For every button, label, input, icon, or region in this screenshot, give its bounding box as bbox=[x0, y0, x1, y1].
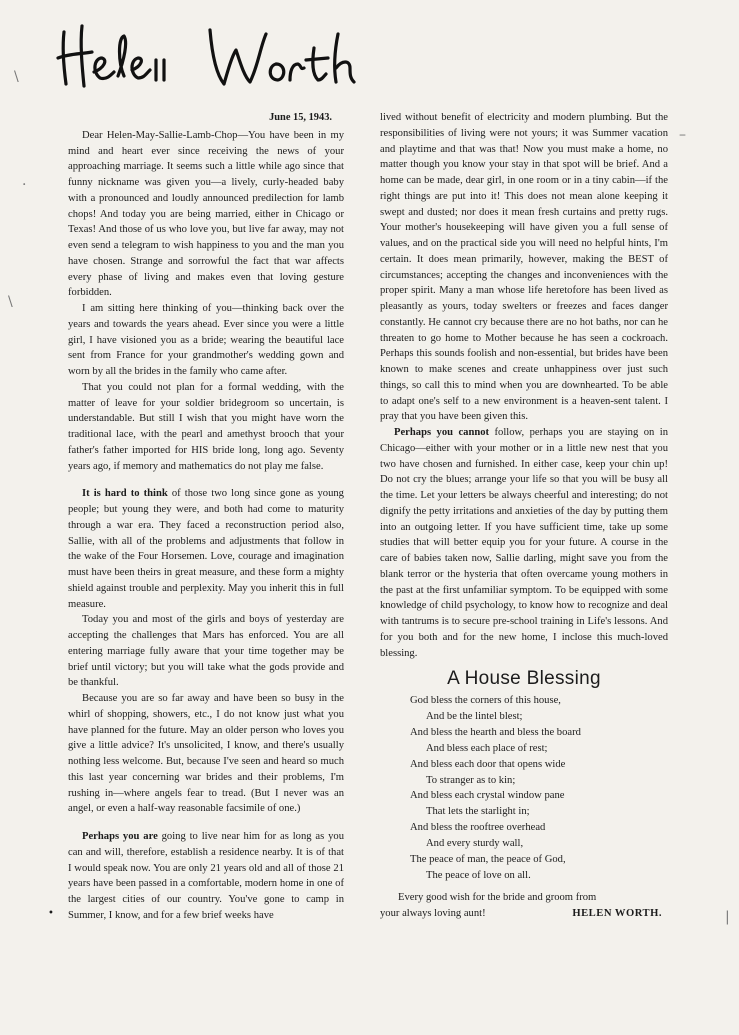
poem-line: And bless the hearth and bless the board bbox=[410, 726, 581, 738]
paragraph: That you could not plan for a formal wedding, with the matter of leave for your soldier bridegroom so uncertain, is understandable. But still I wish that you might have worn the traditional lace, with the pearl and amethyst brooch that your father's father imported for HIS bride long, long ago. Seventy years ago, if memory and mathematics do not play me false. bbox=[68, 381, 344, 472]
lead-in: It is hard to think bbox=[82, 488, 168, 500]
paragraph-text: follow, perhaps you are staying on in Chicago—either with your mother or in a little new nest that you two have chosen and furnished. In either case, keep your chin up! Do not cry the blues; arrange your life so that you will be busy all the time. Let your letters be always cheerful and interesting; do not dignify the petty irritations and anxieties of the day by putting them into an outgoing letter. If you have sufficient time, take up some studies that will better equip you for your future. A course in the care of babies taken now, Sallie darling, might save you from the blank terror or the hysteria that often overcame young mothers in the past at the first unfamiliar symptom. To be equipped with some knowledge of child psychology, to know how to recognize and deal with tantrums is to secure pre-school training in Life's lessons. And for you both and for the new home, I inclose this much-loved blessing. bbox=[380, 427, 668, 659]
poem-line: And bless each door that opens wide bbox=[410, 758, 566, 770]
edge-speck: – bbox=[679, 127, 686, 143]
poem-line: God bless the corners of this house, bbox=[410, 695, 561, 706]
poem-line: And bless each crystal window pane bbox=[410, 790, 565, 802]
dateline: June 15, 1943. bbox=[269, 112, 332, 123]
poem-line: To stranger as to kin; bbox=[426, 774, 516, 786]
signature-name: HELEN WORTH. bbox=[572, 907, 662, 919]
paragraph-text: going to live near him for as long as you can and will, therefore, establish a residence nearby. It is of that I would speak now. You are only 21 years old and all of those 21 years have been passed in a comfortable, modern home in one of the largest cities of our country. You've gone to camp in Summer, I know, and for a few brief weeks have bbox=[68, 831, 344, 921]
article-left-column bbox=[68, 110, 344, 924]
poem-line: And bless the rooftree overhead bbox=[410, 822, 546, 834]
paragraph: Today you and most of the girls and boys of yesterday are accepting the challenges that Mars has enforced. You are all entering marriage fully aware that your time together may be brief until victory; but you will take what the gods provide and be thankful. bbox=[68, 614, 344, 689]
paragraph bbox=[380, 425, 668, 661]
poem-line: And bless each place of rest; bbox=[426, 742, 548, 754]
handwritten-title bbox=[52, 14, 372, 94]
poem-title: A House Blessing bbox=[447, 668, 601, 690]
poem-line: That lets the starlight in; bbox=[426, 806, 530, 818]
paragraph bbox=[68, 829, 344, 924]
edge-speck: | bbox=[725, 909, 730, 925]
paragraph bbox=[68, 486, 344, 612]
edge-speck: \ bbox=[8, 294, 13, 310]
article-right-column bbox=[380, 110, 668, 921]
signoff bbox=[380, 906, 668, 922]
closing-line: Every good wish for the bride and groom from bbox=[398, 891, 597, 903]
poem-line: The peace of love on all. bbox=[426, 869, 531, 881]
handwritten-title-logo bbox=[52, 14, 372, 94]
paragraph: lived without benefit of electricity and modern plumbing. But the responsibilities of living were not yours; it was Summer vacation and playtime and that was that! Now you must make a home, no matter though you know your stay in that spot will be brief. And a home can be made, dear girl, in one room or in a tiny cabin—if the right things are put into it! This does not mean alone keeping it swept and dusted; nor does it mean fresh curtains and pretty rugs. Your mother's housekeeping will have given you a full sense of values, and on the practical side you will need no helpful hints, I'm certain. It does mean primarily, however, making the BEST of circumstances; accepting the changes and inconveniences with the proper spirit. Many a man whose life heretofore has been lived as pleasantly as yours, today swelters or freezes and faces danger constantly. He cannot cry because there are no hot baths, nor can he threaten to go home to Mother because he has seen a cockroach. Perhaps this sounds foolish and non-essential, but brides have been known to make scenes and create unhappiness over just such things, so call this to mind when you are downhearted. To be able to adapt one's self to a new environment is a heaven-sent talent. I pray that you have been given this. bbox=[380, 112, 668, 423]
poem-line: And every sturdy wall, bbox=[426, 838, 524, 850]
paragraph: Because you are so far away and have been so busy in the whirl of shopping, showers, etc., I do not know just what you have planned for the future. May an older person who loves you give a little advice? It's unsolicited, I know, and there's usually nothing less welcome. But, because I've seen and heard so much this last year concerning war brides and their problems, I'm rushing in—where angels fear to tread. (But I never was an angel, or even a half-way reasonable facsimile of one.) bbox=[68, 693, 344, 815]
bullet-mark: • bbox=[48, 908, 54, 919]
poem-line: The peace of man, the peace of God, bbox=[410, 854, 566, 866]
poem bbox=[410, 693, 668, 884]
edge-speck: · bbox=[22, 177, 27, 193]
closing-tail: your always loving aunt! bbox=[380, 907, 486, 919]
poem-line: And be the lintel blest; bbox=[426, 710, 523, 722]
paragraph-text: of those two long since gone as young people; but young they were, and both had come to maturity through a war era. They faced a reconstruction period also, Sallie, with all of the problems and adjustments that follow in the wake of the Four Horsemen. Love, courage and imagination must have been theirs in great measure, and these form a mighty shield against trouble and perplexity. May you inherit this in full measure. bbox=[68, 488, 344, 610]
paragraph: I am sitting here thinking of you—thinking back over the years and towards the years ahead. Ever since you were a little girl, I have visioned you as a bride; wearing the beautiful lace sent from France for your grandmother's wedding gown and worn by all the brides in the family who came after. bbox=[68, 303, 344, 377]
lead-in: Perhaps you are bbox=[82, 831, 158, 842]
edge-speck: \ bbox=[14, 69, 19, 85]
paragraph: Dear Helen-May-Sallie-Lamb-Chop—You have been in my mind and heart ever since receiving the news of your approaching marriage. It seems such a little while ago since that funny nickname was given you—a lively, curly-headed baby with a pronounced and loudly announced predilection for lamb chops! And today you are being married, either in Chicago or Texas! And those of us who love you, but live far away, may not even send a telegram to wish happiness to you and the man you have chosen. Strange and sorrowful the fact that war affects every phase of living and makes even that loving gesture forbidden. bbox=[68, 129, 344, 299]
lead-in: Perhaps you cannot bbox=[394, 427, 490, 438]
